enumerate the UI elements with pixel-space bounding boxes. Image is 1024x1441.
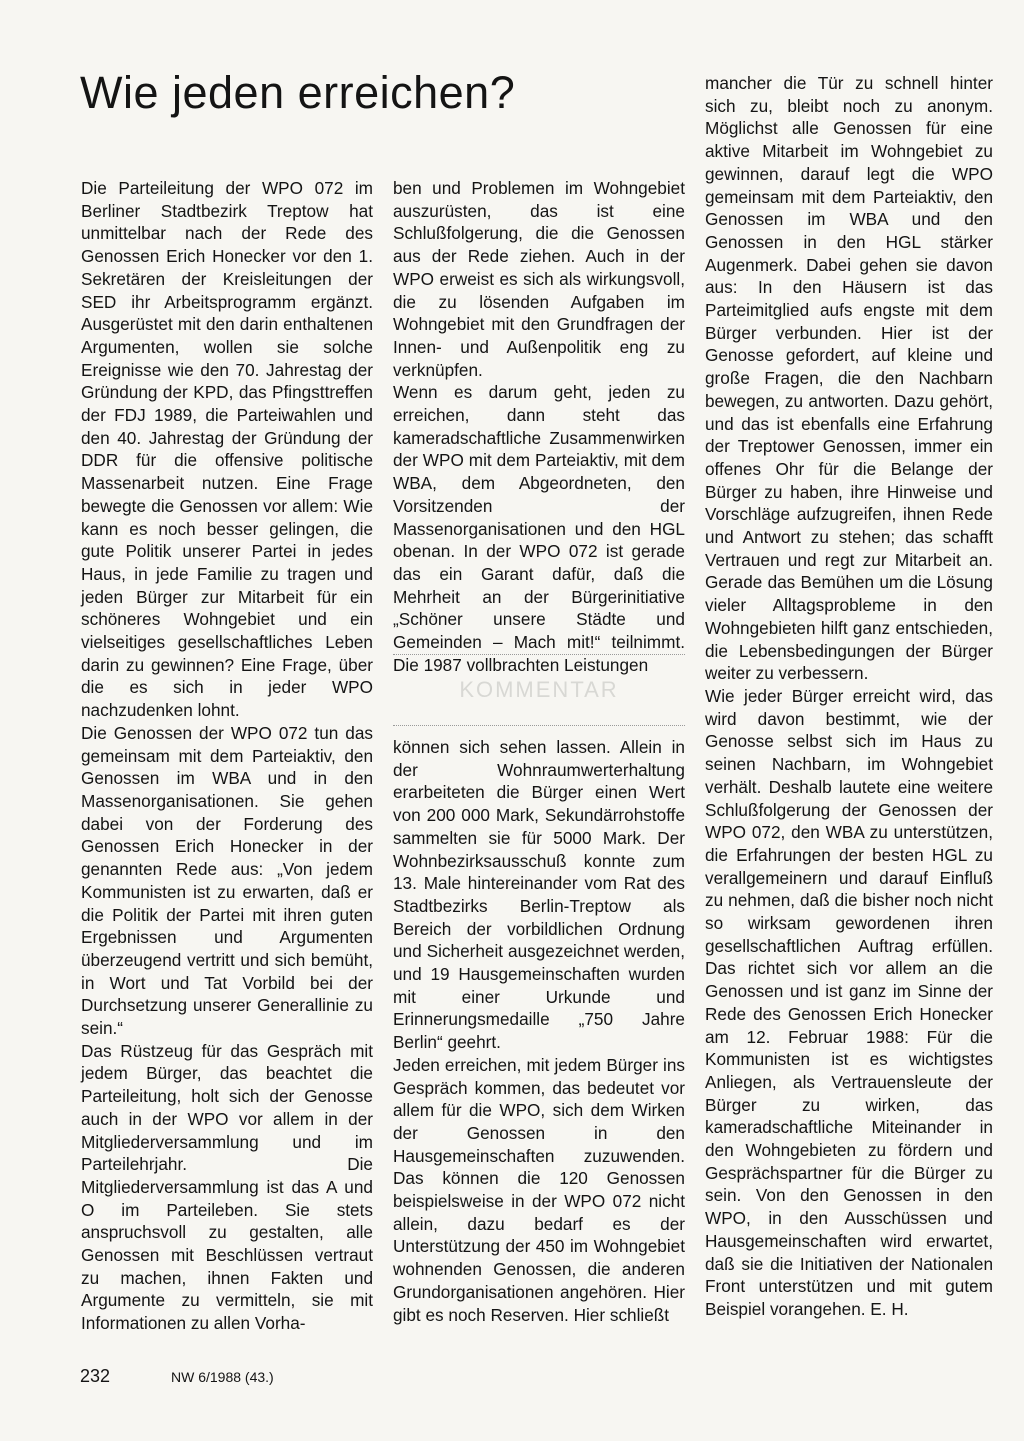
paragraph: Die Genossen der WPO 072 tun das gemeinsam mit dem Parteiaktiv, den Genossen im WBA und in den Massenorganisationen. Sie gehen dabei von der Forderung des Genossen Erich Honecker in der genannten Rede aus: „Von jedem Kommunisten ist zu erwarten, daß er die Politik der Partei mit ihren guten Ergebnissen und Argumenten überzeugend vertritt und sich bemüht, in Wort und Tat Vorbild bei der Durchsetzung unserer Generallinie zu sein.“ xyxy=(81,722,373,1039)
paragraph: ben und Problemen im Wohngebiet auszurüsten, das ist eine Schlußfolgerung, die die Genossen aus der Rede ziehen. Auch in der WPO erweist es sich als wirkungsvoll, die zu lösenden Aufgaben im Wohngebiet mit den Grundfragen der Innen- und Außenpolitik eng zu verknüpfen. xyxy=(393,178,685,380)
page-number: 232 xyxy=(80,1366,111,1386)
paragraph: Wenn es darum geht, jeden zu erreichen, dann steht das kameradschaftliche Zusammenwirken der WPO mit dem Parteiaktiv, mit dem WBA, dem Abgeordneten, den Vorsitzenden der Massenorganisationen und den HGL obenan. In der WPO 072 ist gerade das ein Garant dafür, daß die Mehrheit an der Bürgerinitiative „Schöner unsere Städte und Gemeinden – Mach mit!“ teilnimmt. Die 1987 vollbrachten Leistungen xyxy=(393,382,685,675)
paragraph: Das Rüstzeug für das Gespräch mit jedem Bürger, das beachtet die Parteileitung, holt sich der Genosse auch in der WPO vor allem in der Mitgliederversammlung und im Parteilehrjahr. Die Mitgliederversammlung ist das A und O im Parteileben. Sie stets anspruchsvoll zu gestalten, alle Genossen mit Beschlüssen vertraut zu machen, ihnen Fakten und Argumente zu vermitteln, sie mit Informationen zu allen Vorha- xyxy=(81,1040,373,1334)
article-column-3 xyxy=(705,72,993,1321)
article-title: Wie jeden erreichen? xyxy=(80,67,516,118)
comment-section-label-box xyxy=(393,654,685,726)
paragraph: Jeden erreichen, mit jedem Bürger ins Gespräch kommen, das bedeutet vor allem für die WPO, sich dem Wirken der Genossen in den Hausgemeinschaften zuzuwenden. Das können die 120 Genossen beispielsweise in der WPO 072 nicht allein, dazu bedarf es der Unterstützung der 450 im Wohngebiet wohnenden Genossen, die anderen Grundorganisationen angehören. Hier gibt es noch Reserven. Hier schließt xyxy=(393,1054,685,1325)
paragraph: mancher die Tür zu schnell hinter sich zu, bleibt noch zu anonym. Möglichst alle Genossen für eine aktive Mitarbeit im Wohngebiet zu gewinnen, darauf legt die WPO gemeinsam mit dem Parteiaktiv, den Genossen im WBA und den Genossen in den HGL stärker Augenmerk. Dabei gehen sie davon aus: In den Häusern ist das Parteimitglied aufs engste mit dem Bürger verbunden. Hier ist der Genosse gefordert, auf kleine und große Fragen, die den Nachbarn bewegen, zu antworten. Dazu gehört, und das ist ebenfalls eine Erfahrung der Treptower Genossen, immer ein offenes Ohr für die Belange der Bürger zu haben, ihre Hinweise und Vorschläge aufzugreifen, ihnen Rede und Antwort zu stehen; das schafft Vertrauen und regt zur Mitarbeit an. Gerade das Bemühen um die Lösung vieler Alltagsprobleme in den Wohngebieten hilft ganz entschieden, die Lebensbedingungen der Bürger weiter zu verbessern. xyxy=(705,73,993,684)
paragraph: können sich sehen lassen. Allein in der Wohnraumwerterhaltung erarbeiteten die Bürger einen Wert von 200 000 Mark, Sekundärrohstoffe sammelten sie für 5000 Mark. Der Wohnbezirksausschuß konnte zum 13. Male hintereinander vom Rat des Stadtbezirks Berlin-Treptow als Bereich der vorbildlichen Ordnung und Sicherheit ausgezeichnet werden, und 19 Hausgemeinschaften wurden mit einer Urkunde und Erinnerungsmedaille „750 Jahre Berlin“ geehrt. xyxy=(393,737,685,1053)
paragraph: Die Parteileitung der WPO 072 im Berliner Stadtbezirk Treptow hat unmittelbar nach der Rede des Genossen Erich Honecker vor den 1. Sekretären der Kreisleitungen der SED ihr Arbeitsprogramm ergänzt. Ausgerüstet mit den darin enthaltenen Argumenten, wollen sie solche Ereignisse wie den 70. Jahrestag der Gründung der KPD, das Pfingsttreffen der FDJ 1989, die Parteiwahlen und den 40. Jahrestag der Gründung der DDR für die offensive politische Massenarbeit nutzen. Eine Frage bewegte die Genossen vor allem: Wie kann es noch besser gelingen, die gute Politik unserer Partei in jedes Haus, in jede Familie zu tragen und jeden Bürger zur Mitarbeit für ein schöneres Wohngebiet und ein vielseitiges gesellschaftliches Leben darin zu gewinnen? Eine Frage, über die es sich in jeder WPO nachzudenken lohnt. xyxy=(81,178,373,721)
article-column-1 xyxy=(81,177,373,1335)
paragraph: Wie jeder Bürger erreicht wird, das wird davon bestimmt, wie der Genosse selbst sich im Haus zu seinen Nachbarn, im Wohngebiet verhält. Deshalb lautete eine weitere Schlußfolgerung der Genossen der WPO 072, den WBA zu unterstützen, die Erfahrungen der besten HGL zu verallgemeinern und darauf Einfluß zu nehmen, daß die bisher noch nicht so wirksam gewordenen ihren gesellschaftlichen Auftrag erfüllen. Das richtet sich vor allem an die Genossen und ist ganz im Sinne der Rede des Genossen Erich Honecker am 12. Februar 1988: Für die Kommunisten ist es wichtigstes Anliegen, als Vertrauensleute der Bürger zu wirken, das kameradschaftliche Miteinander in den Wohngebieten zu fördern und Gesprächspartner für die Bürger zu sein. Von den Genossen in den WPO, in den Ausschüssen und Hausgemeinschaften wird erwartet, daß sie die Initiativen der Nationalen Front unterstützen und mit gutem Beispiel vorangehen. E. H. xyxy=(705,685,993,1319)
issue-reference: NW 6/1988 (43.) xyxy=(171,1369,274,1385)
comment-label: KOMMENTAR xyxy=(459,677,619,702)
article-column-2-bottom xyxy=(393,736,685,1326)
article-column-2-top xyxy=(393,177,685,676)
